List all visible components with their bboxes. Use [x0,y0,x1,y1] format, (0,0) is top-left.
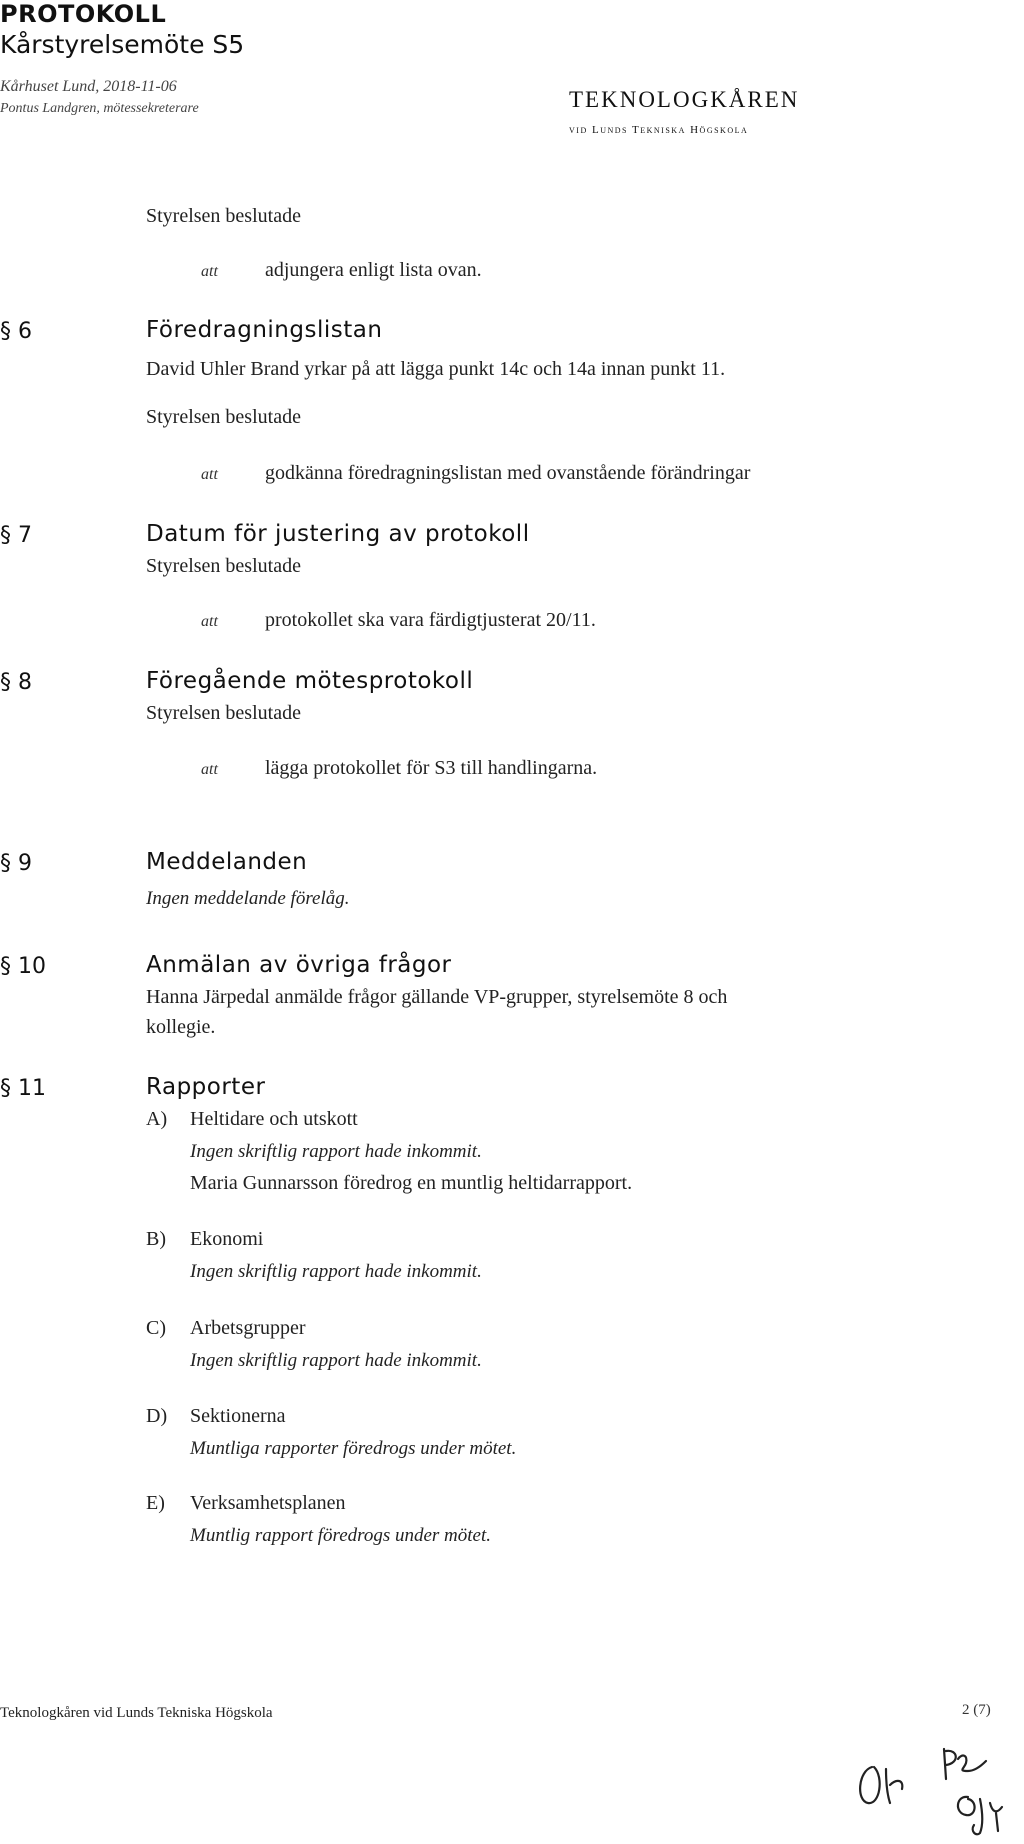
footer-text: Teknologkåren vid Lunds Tekniska Högskola [0,1705,273,1721]
report-label: Sektionerna [190,1405,286,1427]
report-label: Heltidare och utskott [190,1108,358,1130]
section-title: Meddelanden [146,849,308,875]
report-label: Ekonomi [190,1228,264,1250]
place-date: Kårhuset Lund, 2018-11-06 [0,78,177,95]
report-extra: Maria Gunnarsson föredrog en muntlig heltidarrapport. [190,1172,633,1194]
section-number: § 8 [0,670,32,695]
section-title: Föredragningslistan [146,317,383,343]
decision-detail: protokollet ska vara färdigtjusterat 20/11. [265,609,596,631]
signature-initials [850,1745,1020,1840]
section-text: David Uhler Brand yrkar på att lägga punkt 14c och 14a innan punkt 11. [146,358,726,380]
decision-text: Styrelsen beslutade [146,205,301,227]
secretary-line: Pontus Landgren, mötessekreterare [0,101,199,116]
report-label: Arbetsgrupper [190,1317,306,1339]
section-text: Hanna Järpedal anmälde frågor gällande VP-grupper, styrelsemöte 8 och [146,986,728,1008]
document-subtitle: Kårstyrelsemöte S5 [0,30,245,59]
decision-text: Styrelsen beslutade [146,702,301,724]
report-label: Verksamhetsplanen [190,1492,346,1514]
section-text: kollegie. [146,1016,216,1038]
section-note: Ingen meddelande förelåg. [146,888,350,909]
decision-detail: godkänna föredragningslistan med ovanstående förändringar [265,462,751,484]
page-number: 2 (7) [962,1702,991,1718]
report-note: Muntlig rapport föredrogs under mötet. [190,1525,492,1546]
section-number: § 11 [0,1076,46,1101]
org-name: TEKNOLOGKÅREN [569,87,800,112]
section-title: Datum för justering av protokoll [146,521,530,547]
att-label: att [201,613,218,630]
section-number: § 10 [0,954,46,979]
report-letter: E) [146,1492,165,1514]
decision-detail: adjungera enligt lista ovan. [265,259,482,281]
report-letter: C) [146,1317,166,1339]
report-letter: A) [146,1108,168,1130]
section-title: Anmälan av övriga frågor [146,952,452,978]
decision-text: Styrelsen beslutade [146,555,301,577]
report-note: Ingen skriftlig rapport hade inkommit. [190,1141,482,1162]
decision-detail: lägga protokollet för S3 till handlingarna. [265,757,598,779]
section-title: Rapporter [146,1074,266,1100]
section-number: § 6 [0,319,32,344]
document-title: PROTOKOLL [0,0,167,28]
att-label: att [201,761,218,778]
report-letter: B) [146,1228,166,1250]
report-note: Muntliga rapporter föredrogs under mötet. [190,1438,517,1459]
decision-text: Styrelsen beslutade [146,406,301,428]
att-label: att [201,466,218,483]
section-number: § 7 [0,523,32,548]
org-subtitle: vid Lunds Tekniska Högskola [569,124,749,136]
report-letter: D) [146,1405,168,1427]
section-title: Föregående mötesprotokoll [146,668,474,694]
report-note: Ingen skriftlig rapport hade inkommit. [190,1350,482,1371]
att-label: att [201,263,218,280]
report-note: Ingen skriftlig rapport hade inkommit. [190,1261,482,1282]
section-number: § 9 [0,851,32,876]
